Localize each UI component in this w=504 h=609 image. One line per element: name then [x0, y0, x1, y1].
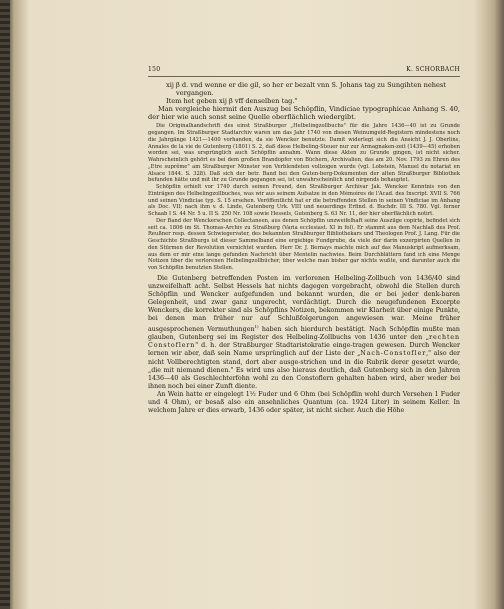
book-binding-edge	[0, 0, 10, 609]
footnote-paragraph-3: Der Band der Wenckerschen Collectaneen, aus denen Schöpflin unzweifelhaft seine Auszüge copirte, befindet sich seit ca. 1806 im St. Thomas-Archiv zu Straßburg (Varia ecclesiast. XI in fol). Er stammt aus dem Nachlaß des Prof. Reußner resp. dessen Schwiegervater, des bekannten Straßburger Bibliothekars und Theologen Prof. J. Lang. Für die Geschichte Straßburgs ist dieser Sammelband eine ergiebige Fundgrube, da viele der darin exzerpirten Quellen in den Stürmen der Revolution vernichtet wurden. Herr Dr. J. Bernays machte mich auf das Manuskript aufmerksam, aus dem er mir eine lange gefunden Nachricht über Mentelin nachwies. Beim Durchblättern fand ich eine Menge Notizen über die verlorenen Helbelingzollbücher, über welche man bisher gar nichts wußte, und darunter auch die von Schöpflin benutzten Stellen.	[148, 217, 460, 272]
main-text: Die Gutenberg betreffenden Posten im verlorenen Helbeling-Zollbuch von 1436/40 sind unzweifelhaft acht. Selbst Hessels hat nichts dagegen vorgebracht, obwohl die Stellen durch Schöpflin und Wencker aufgefunden und bekannt wurden, die er bei jeder denk-baren Gelegenheit, und zwar ganz ungerecht, verdächtigt. Durch die neugefundenen Excerpte Wenckers, die korrekter sind als Schöpflins Notizen, bekommen wir Klarheit über einige Punkte, bei denen man früher nur auf Schlußfolgerungen angewiesen war. Meine früher ausgesprochenen Vermuthungen	[148, 274, 460, 334]
book-page	[148, 66, 460, 415]
quoted-line-1: xij β d. vnd wenne er die gil, so her er bezalt vnn S. Johans tag zu Sungihten nehest	[166, 81, 446, 89]
intro-paragraph: Man vergleiche hiermit den Auszug bei Schöpflin, Vindiciae typographicae Anhang S. 40, der hier wie auch sonst seine Quelle oberflächlich wiedergibt.	[148, 105, 460, 122]
main-text: haben sich hierdurch bestätigt. Nach Schöpflin mußte man glauben, Gutenberg sei im Register des Helbeling-Zollbuchs von 1436 unter den „	[148, 326, 460, 342]
main-text: " d. h. der Straßburger Stadtaristokratie einge-tragen gewesen. Durch Wencker lernen wir aber, daß sein Name ursprünglich auf der Liste der „	[148, 342, 460, 358]
emphasis-nach-constofler: Nach-Constofler	[360, 350, 427, 358]
footnote-reference: 1)	[254, 324, 259, 330]
running-head: K. SCHORBACH	[406, 66, 460, 73]
page-header	[148, 66, 460, 76]
emphasis-rechten-constoflern: rechten Constoflern	[148, 334, 460, 350]
footnote-paragraph-2: Schöpflin erhielt vor 1740 durch seinen Freund, den Straßburger Archivar Jak. Wencker Kenntnis von den Einträgen des Helbelingzollbuches, was wir aus seinem Aufsatze in den Mémoires de l'Acad. des Inscript. XVII S. 766 und seinen Vindiciae typ. S. 15 ersehen. Veröffentlicht hat er die betreffenden Stellen in seinen Vindiciae im Anhang als Doc. VII; nach ihm v. d. Linde, Gutenberg Urk. VIII und neuerdings Erfind. d. Buchdr. III S. 780. Vgl. ferner Schaab I S. 44 Nr. 5 u. II S. 250 Nr. 108 sowie Hessels, Gutenberg S. 63 Nr. 11, der hier oberflächlich notirt.	[148, 184, 460, 218]
header-rule	[148, 76, 460, 77]
quoted-line-2: vergangen.	[176, 89, 214, 98]
main-text: ," also der nicht Vollberechtigten stand, dort aber ausge-strichen und in die Rubrik derer gesetzt wurde, „die mit niemand dienen." Es wird uns also hieraus deutlich, daß Gutenberg sich in den Jahren 1436—40 als Geschlechterfohn wohl zu den Constoflern gehalten haben wird, aber weder bei ihnen noch bei einer Zunft diente.	[148, 350, 460, 390]
main-paragraph-1	[148, 275, 460, 391]
main-paragraph-2: An Wein hatte er eingelegt 1½ Fuder und 6 Ohm (bei Schöpflin wohl durch Versehen 1 Fuder und 4 Ohm), er besaß also ein ansehnliches Quantum (ca. 1924 Liter) in seinem Keller. In welchem Jahre er dies erwarb, 1436 oder später, ist nicht sicher. Auch die Höhe	[148, 390, 460, 414]
footnote-paragraph-1: Die Originalhandschrift des einst Straßburger „Helbelingzollbuchs" für die Jahre 1436—40 ist zu Grunde gegangen. Im Straßburger Stadtarchiv waren um das Jahr 1740 von diesen Weinumgeld-Registern mindestens noch die Jahrgänge 1421—1400 vorhanden, da sie Wencker benutzte. Damit widerlegt sich die Ansicht J. J. Oberlins, Annales de la vie de Gutenberg (1801) S. 2, daß diese Helbeling-Steuer nur zur Armagnaken-zeit (1439—45) erhoben worden sei, was ursprünglich auch Schöpflin annahm. Wann diese Akten zu Grunde gingen, ist nicht sicher. Wahrscheinlich gehört es bei dem großen Brandopfer von Büchern, Archivalien, das am 20. Nov. 1793 zu Ehren des „Etre suprême" am Straßburger Münster von Verblendeten vollzogen wurde (vgl. Lobstein, Manuel du notariat en Alsace 1844. S. 328). Daß sich der betr. Band bei den Guten-berg-Dokumenten der alten Straßburger Bibliothek befunden hätte und mit ihr zu Grunde gegangen sei, ist unwahrscheinlich und nirgends behauptet.	[148, 123, 460, 184]
page-number: 150	[148, 66, 161, 73]
quoted-line-3: Item het geben xij β vff denselben tag."	[166, 97, 298, 106]
